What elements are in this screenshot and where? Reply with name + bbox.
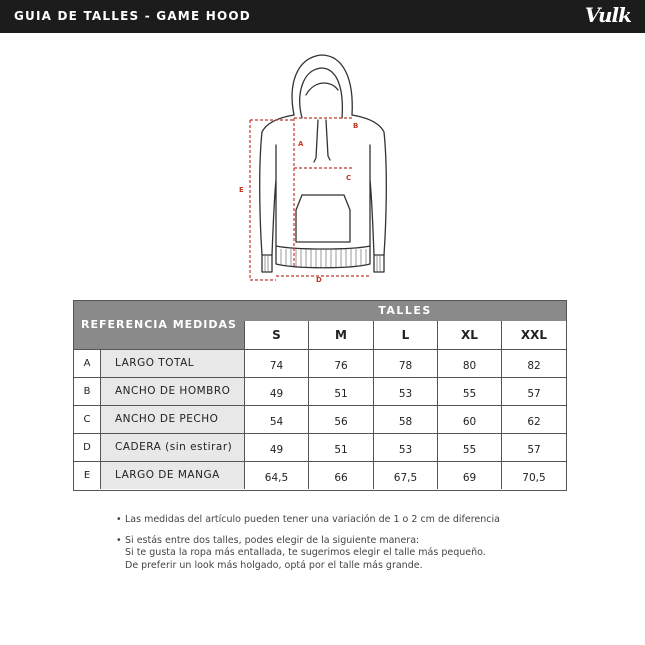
table-row bbox=[74, 461, 566, 489]
cell-value: 53 bbox=[373, 378, 437, 405]
cell-value: 80 bbox=[437, 350, 501, 377]
cell-value: 82 bbox=[501, 350, 566, 377]
page-title: GUIA DE TALLES - GAME HOOD bbox=[14, 9, 251, 23]
label-b: B bbox=[353, 122, 359, 130]
cell-value: 55 bbox=[437, 434, 501, 461]
cell-value: 67,5 bbox=[373, 462, 437, 489]
label-c: C bbox=[346, 174, 352, 182]
cell-value: 56 bbox=[308, 406, 373, 433]
size-table bbox=[73, 300, 567, 491]
row-label: ANCHO DE PECHO bbox=[101, 406, 244, 433]
reference-header: REFERENCIA MEDIDAS bbox=[74, 301, 244, 349]
note-text: De preferir un look más holgado, optá por el talle más grande. bbox=[125, 559, 423, 571]
cell-value: 76 bbox=[308, 350, 373, 377]
cell-value: 66 bbox=[308, 462, 373, 489]
row-label: CADERA (sin estirar) bbox=[101, 434, 244, 461]
cell-value: 58 bbox=[373, 406, 437, 433]
cell-value: 53 bbox=[373, 434, 437, 461]
note-text: Si te gusta la ropa más entallada, te sugerimos elegir el talle más pequeño. bbox=[125, 547, 486, 558]
brand-logo: Vulk bbox=[584, 3, 631, 27]
cell-value: 70,5 bbox=[501, 462, 566, 489]
size-header-xxl: XXL bbox=[501, 321, 566, 349]
size-header-l: L bbox=[373, 321, 437, 349]
row-letter: E bbox=[74, 462, 101, 489]
note-text: Si estás entre dos talles, podes elegir de la siguiente manera: bbox=[125, 534, 420, 546]
row-label: LARGO TOTAL bbox=[101, 350, 244, 377]
row-label: ANCHO DE HOMBRO bbox=[101, 378, 244, 405]
cell-value: 64,5 bbox=[244, 462, 308, 489]
hoodie-diagram bbox=[236, 50, 416, 310]
header-bar bbox=[0, 0, 645, 33]
table-row bbox=[74, 405, 566, 433]
cell-value: 78 bbox=[373, 350, 437, 377]
table-row bbox=[74, 377, 566, 405]
cell-value: 69 bbox=[437, 462, 501, 489]
cell-value: 54 bbox=[244, 406, 308, 433]
row-letter: C bbox=[74, 406, 101, 433]
talles-header: TALLES bbox=[244, 301, 566, 321]
bullet: • bbox=[116, 534, 122, 546]
cell-value: 51 bbox=[308, 378, 373, 405]
bullet: • bbox=[116, 514, 122, 525]
table-row bbox=[74, 349, 566, 377]
cell-value: 49 bbox=[244, 434, 308, 461]
label-e: E bbox=[239, 186, 244, 194]
cell-value: 51 bbox=[308, 434, 373, 461]
cell-value: 62 bbox=[501, 406, 566, 433]
row-letter: A bbox=[74, 350, 101, 377]
cell-value: 55 bbox=[437, 378, 501, 405]
row-letter: D bbox=[74, 434, 101, 461]
size-header-s: S bbox=[244, 321, 308, 349]
row-letter: B bbox=[74, 378, 101, 405]
label-d: D bbox=[316, 276, 322, 284]
notes-list bbox=[116, 514, 596, 580]
label-a: A bbox=[298, 140, 304, 148]
note-text: Las medidas del artículo pueden tener una variación de 1 o 2 cm de diferencia bbox=[125, 514, 500, 525]
cell-value: 57 bbox=[501, 434, 566, 461]
table-row bbox=[74, 433, 566, 461]
cell-value: 60 bbox=[437, 406, 501, 433]
size-header-m: M bbox=[308, 321, 373, 349]
list-item bbox=[116, 514, 596, 527]
cell-value: 57 bbox=[501, 378, 566, 405]
cell-value: 74 bbox=[244, 350, 308, 377]
size-header-xl: XL bbox=[437, 321, 501, 349]
row-label: LARGO DE MANGA bbox=[101, 462, 244, 489]
list-item bbox=[116, 535, 596, 573]
cell-value: 49 bbox=[244, 378, 308, 405]
